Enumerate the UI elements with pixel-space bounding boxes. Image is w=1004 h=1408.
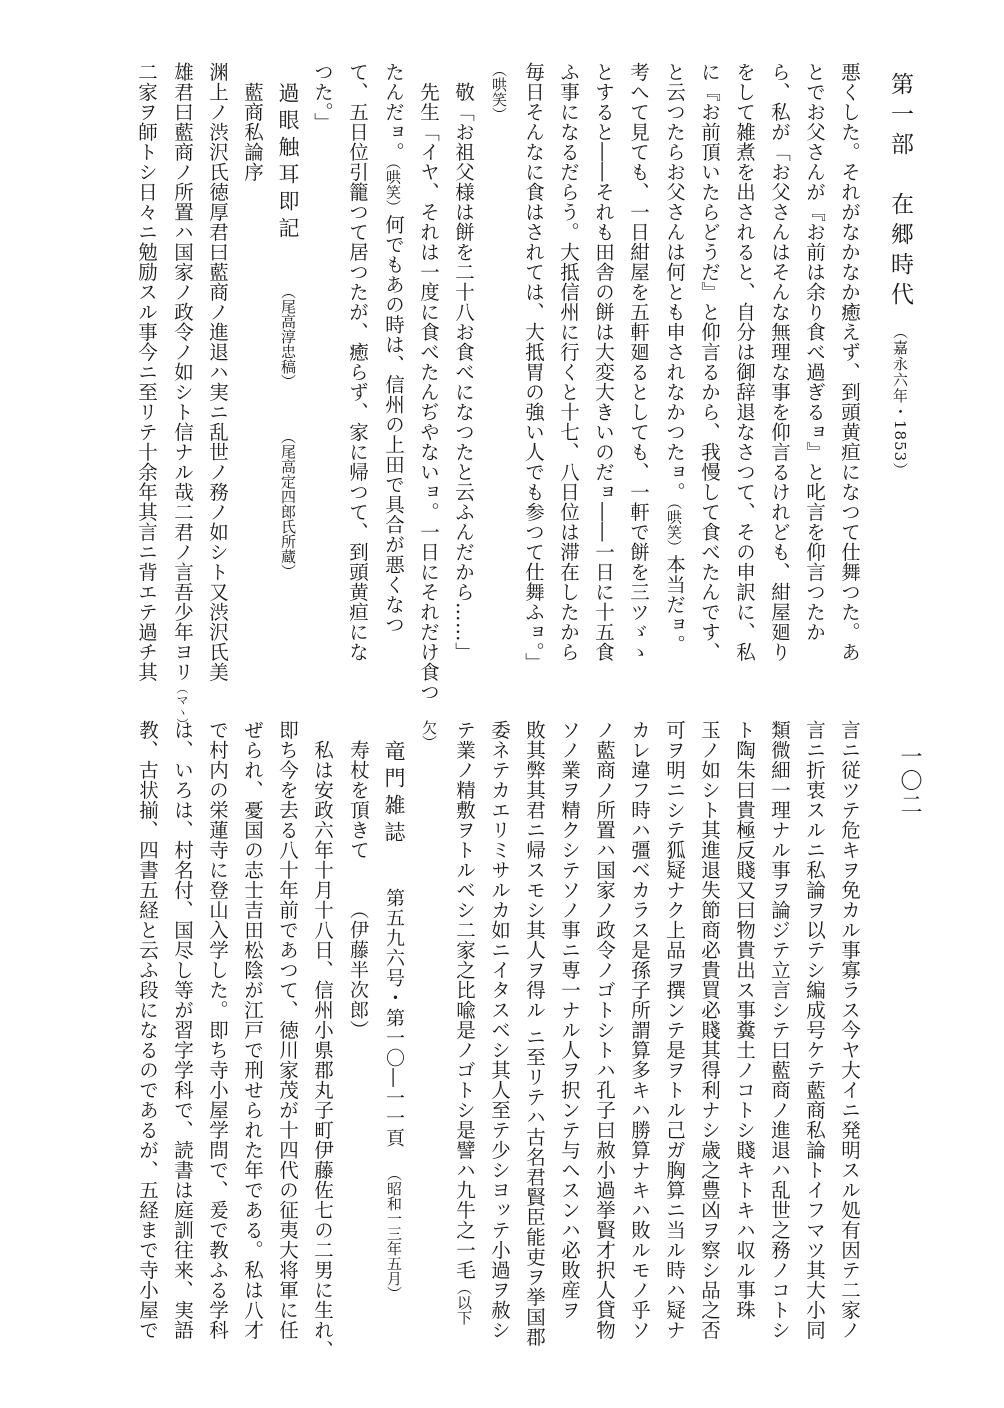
text-line: 考へて見ても、一日紺屋を五軒廻るとしても、一軒で餅を三ツゞゝ	[627, 62, 650, 662]
text-line: ト陶朱曰貴極反賤又曰物貴出ス事糞土ノコトシ賤キトキハ収ル事珠	[733, 720, 756, 1320]
text-line: 言ニ従ツテ危キヲ免カル事寡ラス今ヤ大イニ発明スル処有因テ二家ノ	[838, 720, 861, 1340]
text-line: ソノ業ヲ精クシテソノ事ニ専一ナル人ヲ択ンテ与ヘスンハ必敗産ヲ	[558, 720, 581, 1320]
text-line: カレ違フ時ハ彊ベカラス是孫子所謂算多キハ勝算ナキハ敗ルモノ乎ソ	[628, 720, 651, 1340]
text-line: 雄君曰藍商ノ所置ハ国家ノ政令ノ如シト信ナル哉二君ノ言吾少年ヨリ（マヽ）	[171, 62, 194, 730]
subheading: 藍商私論序	[241, 82, 264, 182]
text-line: 委ネテカエリミサルカ如ニイタスベシ其人至テ少シヨッテ小過ヲ赦シ	[488, 720, 511, 1340]
text-line: ら、私が「お父さんはそんな無理な事を仰言るけれども、紺屋廻り	[768, 62, 791, 662]
text-line: 玉ノ如シト其進退失節商必貴買必賤其得利ナシ歳之豊凶ヲ察シ品之否	[698, 720, 721, 1340]
text-line: で村内の栄蓮寺に登山入学した。即ち寺小屋学問で、爰で教ふる学科	[206, 720, 229, 1340]
article-title: 寿杖を頂きて	[347, 740, 370, 860]
text-line: 毎日そんなに食はされては、大抵胃の強い人でも参つて仕舞ふョ。」	[522, 62, 545, 673]
section-owner: （尾高定四郎氏所蔵）	[279, 429, 297, 579]
text-line: ノ藍商ノ所置ハ国家ノ政令ノゴトシトハ孔子曰赦小過挙賢才択人貸物	[593, 720, 616, 1340]
text-line: 可ヲ明ニシテ狐疑ナク上品ヲ撰ンテ是ヲトル己ガ胸算ニ当ル時ハ疑ナ	[663, 720, 686, 1340]
running-head-era: （嘉永六年・1853）	[891, 324, 909, 479]
text-line: をして雑煮を出されると、自分は御辞退なさつて、その申訳に、私	[733, 62, 756, 662]
running-head	[888, 72, 911, 478]
running-head-title: 第一部 在郷時代	[887, 72, 913, 312]
text-line: 私は安政六年十月十八日、信州小県郡丸子町伊藤佐七の二男に生れ、	[311, 740, 334, 1360]
text-line: 言ニ折衷スルニ私論ヲ以テシ編成号ケテ藍商私論トイフマツ其大小同	[803, 720, 826, 1340]
article-title-line	[340, 720, 376, 1350]
text-line: つた。」	[311, 62, 334, 133]
text-line: 渊上ノ渋沢氏徳厚君曰藍商ノ進退ハ実ニ乱世ノ務ノ如シト又渋沢氏美	[206, 62, 229, 682]
text-line: とすると――それも田舎の餅は大変大きいのだョ――一日に十五食	[592, 62, 615, 662]
text-line: と云つたらお父さんは何とも申されなかつたョ。（哄笑）本当だョ。	[663, 62, 686, 655]
section-author: （尾高淳忠稿）	[279, 284, 297, 389]
article-author: （伊藤半次郎）	[347, 900, 369, 1040]
omission-note: （以下	[455, 1280, 473, 1325]
text-line: 先生「イヤ、それは一度に食べたんぢやないョ。一日にそれだけ食つ	[417, 82, 440, 702]
text-line: は、いろは、村名付、国尽し等が習字学科で、読書は庭訓往来、実語	[171, 720, 194, 1340]
page-number: 一〇二	[897, 745, 922, 817]
text-line: テ業ノ精敷ヲトルベシ二家之比喩是ノゴトシ是譬ハ九牛之一毛（以下	[453, 720, 476, 1325]
text-line: たんだョ。（哄笑）何でもあの時は、信州の上田で具合が悪くなつ	[382, 62, 405, 635]
text-line: 教、古状揃、四書五経と云ふ段になるのであるが、五経まで寺小屋で	[136, 720, 159, 1340]
text-line: 類微細一理ナル事ヲ論ジテ立言シテ曰藍商ノ進退ハ乱世之務ノコトシ	[768, 720, 791, 1340]
text-line: て、五日位引籠つて居つたが、癒らず、家に帰つて、到頭黄疸にな	[346, 62, 369, 662]
upper-text-block	[45, 62, 867, 730]
laughter-note: （哄笑）	[384, 162, 402, 215]
section-source: 第五九六号・第一〇―一一頁	[383, 888, 405, 1148]
lower-text-block	[45, 720, 867, 1360]
text-line: ふ事になるだらう。大抵信州に行くと十七、八日位は滞在したから	[557, 62, 580, 662]
text-line: 敗其弊其君ニ帰スモシ其人ヲ得ル ニ至リテハ古名君賢臣能吏ヲ挙国郡	[523, 720, 546, 1347]
text-line: 敬「お祖父様は餅を二十八お食べになつたと云ふんだから……」	[452, 82, 475, 662]
text-line: に『お前頂いたらどうだ』と仰言るから、我慢して食べたんです、	[698, 62, 721, 662]
section-heading: 竜門雑誌第五九六号・第一〇―一一頁（昭和一三年五月）	[382, 740, 406, 1301]
text-line: ぜられ、憂国の志士吉田松陰が江戸で刑せられた年である。私は八才	[241, 720, 264, 1340]
laughter-note: （哄笑）	[490, 62, 508, 122]
section-heading: 過眼触耳即記（尾高淳忠稿）（尾高定四郎氏所蔵）	[276, 82, 300, 579]
ruby-note: （マヽ）	[175, 682, 189, 730]
text-line: 即ち今を去る八十年前であつて、徳川家茂が十四代の征夷大将軍に任	[276, 720, 299, 1340]
laughter-note: （哄笑）	[665, 502, 683, 555]
text-line: とでお父さんが『お前は余り食べ過ぎるョ』と叱言を仰言つたか	[803, 62, 826, 642]
omission-note-end: 欠）	[420, 720, 438, 750]
text-line: 二家ヲ師トシ日々ニ勉励スル事今ニ至リテ十余年其言ニ背エテ過チ其	[135, 62, 158, 682]
text-line: 悪くした。それがなかなか癒えず、到頭黄疸になつて仕舞つた。あ	[838, 62, 861, 662]
section-date: （昭和一三年五月）	[385, 1166, 403, 1301]
